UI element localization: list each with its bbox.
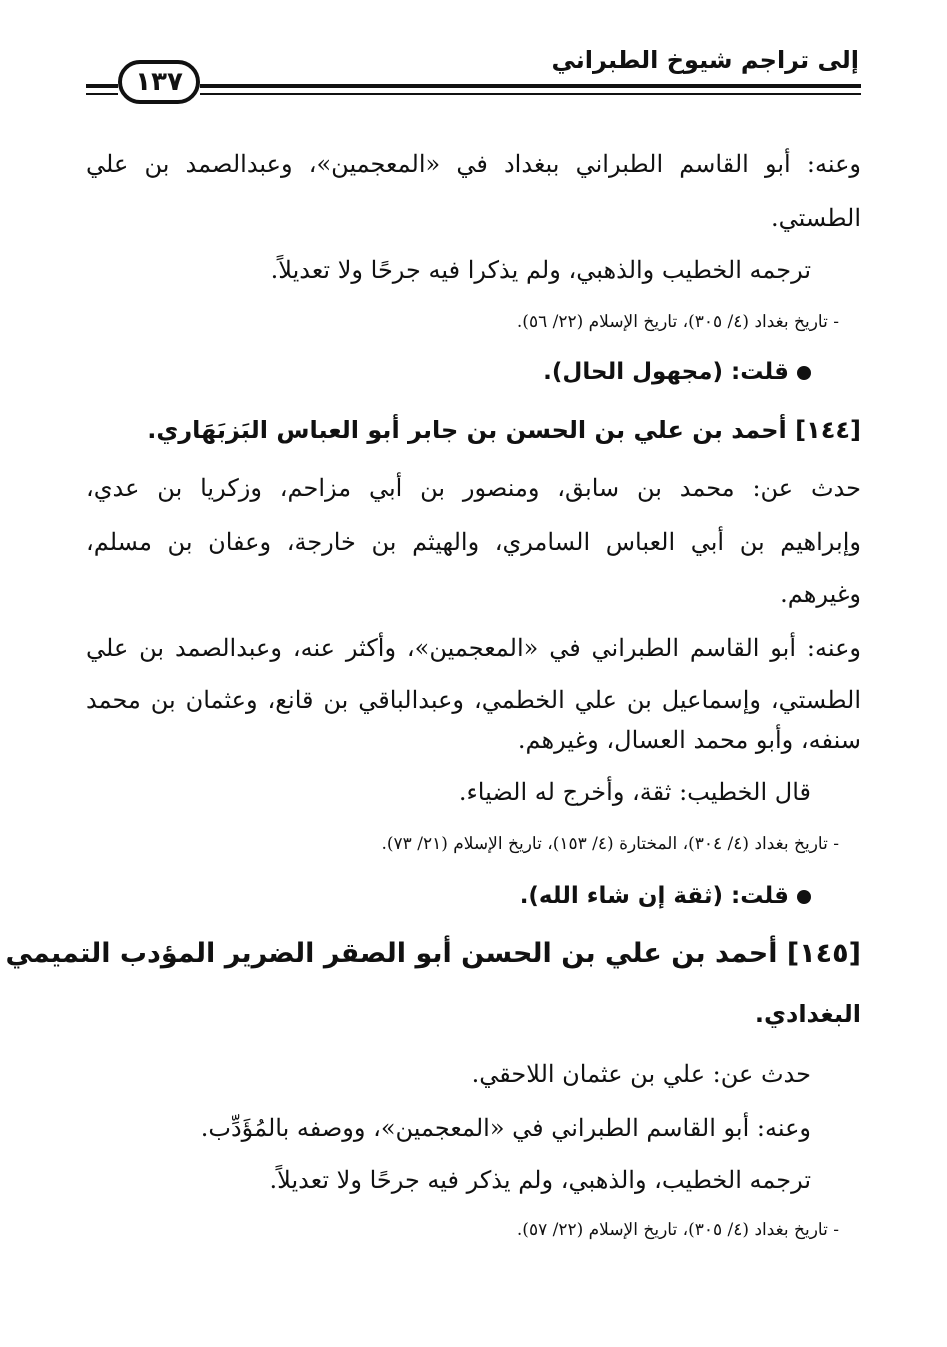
prev-students-line-1: وعنه: أبو القاسم الطبراني ببغداد في «المعجمين»، وعبدالصمد بن علي xyxy=(86,150,861,178)
entry-144-sources: - تاريخ بغداد (٤/ ٣٠٤)، المختارة (٤/ ١٥٣)، تاريخ الإسلام (٢١/ ٧٣). xyxy=(381,834,839,854)
entry-145-teachers: حدث عن: علي بن عثمان اللاحقي. xyxy=(471,1060,811,1088)
header-rule-thick xyxy=(200,84,861,88)
prev-verdict-text: قلت: (مجهول الحال). xyxy=(543,359,789,385)
entry-144-heading: [١٤٤] أحمد بن علي بن الحسن بن جابر أبو العباس البَزبَهَاري. xyxy=(147,416,861,444)
page-number: ١٣٧ xyxy=(118,60,200,104)
entry-145-heading-line-1: [١٤٥] أحمد بن علي بن الحسن أبو الصقر الضرير المؤدب التميمي xyxy=(5,938,861,969)
entry-145-students: وعنه: أبو القاسم الطبراني في «المعجمين»، ووصفه بالمُؤَدِّب. xyxy=(200,1114,811,1142)
running-title: إلى تراجم شيوخ الطبراني xyxy=(551,46,859,74)
entry-144-jarh: قال الخطيب: ثقة، وأخرج له الضياء. xyxy=(458,778,811,806)
entry-144-teachers-line-3: وغيرهم. xyxy=(780,580,861,608)
prev-jarh: ترجمه الخطيب والذهبي، ولم يذكرا فيه جرحًا ولا تعديلاً. xyxy=(270,256,811,284)
header-rule-left-thick xyxy=(86,84,118,88)
prev-sources: - تاريخ بغداد (٤/ ٣٠٥)، تاريخ الإسلام (٢٢/ ٥٦). xyxy=(516,312,839,332)
bullet-icon xyxy=(797,366,811,380)
entry-144-verdict-text: قلت: (ثقة إن شاء الله). xyxy=(519,883,789,909)
header-rule-left-thin xyxy=(86,93,118,95)
prev-students-line-2: الطستي. xyxy=(771,204,861,232)
entry-145-sources: - تاريخ بغداد (٤/ ٣٠٥)، تاريخ الإسلام (٢٢/ ٥٧). xyxy=(516,1220,839,1240)
entry-144-verdict xyxy=(520,874,811,918)
bullet-icon xyxy=(797,890,811,904)
entry-144-students-line-3: سنفه، وأبو محمد العسال، وغيرهم. xyxy=(517,726,861,754)
entry-144-students-line-1: وعنه: أبو القاسم الطبراني في «المعجمين»، وأكثر عنه، وعبدالصمد بن علي xyxy=(86,634,861,662)
entry-144-teachers-line-1: حدث عن: محمد بن سابق، ومنصور بن أبي مزاحم، وزكريا بن عدي، xyxy=(86,474,861,502)
entry-144-students-line-2: الطستي، وإسماعيل بن علي الخطمي، وعبدالباقي بن قانع، وعثمان بن محمد xyxy=(86,686,861,714)
entry-144-teachers-line-2: وإبراهيم بن أبي العباس السامري، والهيثم بن خارجة، وعفان بن مسلم، xyxy=(86,528,861,556)
prev-verdict xyxy=(543,350,811,394)
header-rule-thin xyxy=(200,93,861,95)
entry-145-jarh: ترجمه الخطيب، والذهبي، ولم يذكر فيه جرحًا ولا تعديلاً. xyxy=(269,1166,811,1194)
entry-145-heading-line-2: البغدادي. xyxy=(754,1000,861,1028)
